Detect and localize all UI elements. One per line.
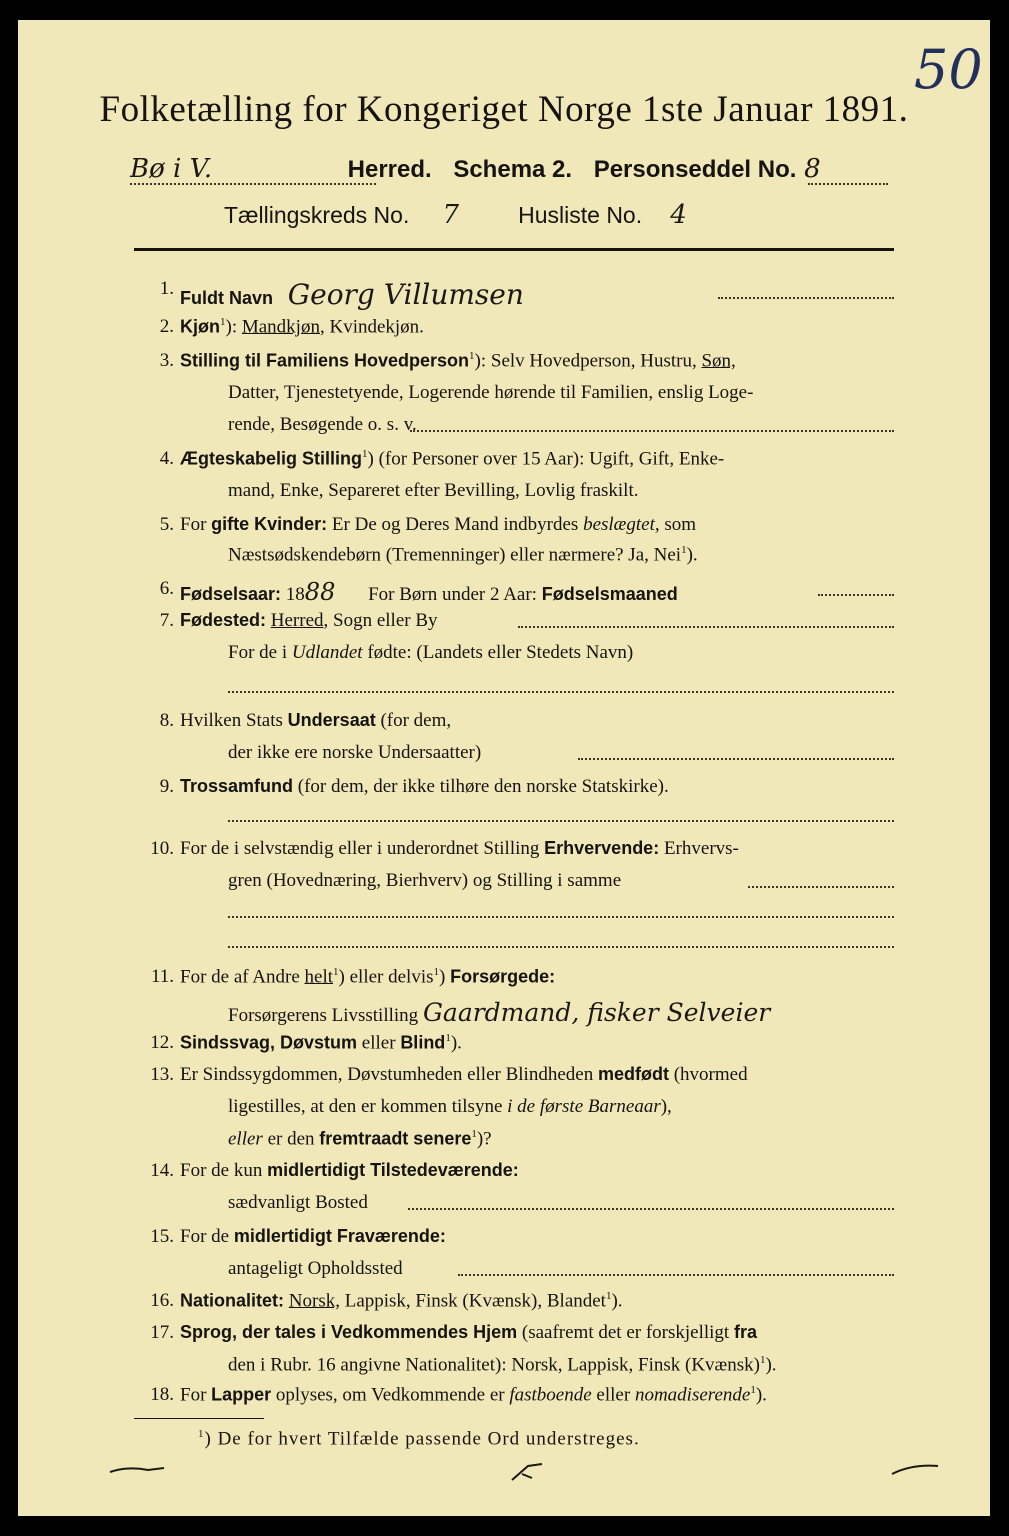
q11-sup1: 1 bbox=[333, 966, 339, 978]
q17-text1: (saafremt det er forskjelligt bbox=[517, 1322, 734, 1343]
q7-text1: , Sogn eller By bbox=[323, 610, 438, 631]
q11-text1c: ) bbox=[439, 966, 451, 988]
q17-text2b: ). bbox=[765, 1354, 777, 1376]
q3-label: Stilling til Familiens Hovedperson bbox=[180, 350, 470, 371]
q13-sup: 1 bbox=[471, 1128, 477, 1140]
personseddel-label: Personseddel No. bbox=[593, 156, 797, 183]
q13-row1 bbox=[180, 1064, 748, 1086]
q12-sup: 1 bbox=[445, 1032, 451, 1044]
kreds-value: 7 bbox=[442, 200, 459, 230]
q2-opt-mandkjon: Mandkjøn bbox=[241, 316, 320, 338]
q5-text1b: som bbox=[659, 514, 697, 535]
q5-text1: Er De og Deres Mand indbyrdes bbox=[327, 514, 584, 535]
q7-dots2 bbox=[228, 691, 894, 693]
q4-text1: ) (for Personer over 15 Aar): Ugift, Gift, Enke- bbox=[367, 448, 725, 470]
schema-label: Schema 2. bbox=[453, 156, 573, 183]
q16-text-b: ). bbox=[611, 1290, 623, 1312]
q13-italic2: eller bbox=[228, 1128, 263, 1150]
q18-label: Lapper bbox=[211, 1384, 272, 1405]
q11-text1b: ) eller delvis bbox=[338, 966, 434, 988]
q16-number: 16. bbox=[150, 1290, 174, 1311]
q1-number: 1. bbox=[159, 278, 174, 299]
q17-label2: fra bbox=[733, 1322, 757, 1342]
q7-row2 bbox=[228, 642, 633, 664]
q9-label: Trossamfund bbox=[180, 776, 294, 796]
q7-label: Fødested: bbox=[180, 610, 267, 630]
q8-row1 bbox=[180, 710, 451, 732]
q17-text2: den i Rubr. 16 angivne Nationalitet): Norsk, Lappisk, Finsk (Kvænsk) bbox=[228, 1354, 760, 1376]
q6-prefix: 18 bbox=[281, 584, 305, 605]
herred-label: Herred. bbox=[347, 156, 432, 183]
q15-dots bbox=[458, 1274, 894, 1276]
q7-row1 bbox=[180, 610, 438, 632]
q8-dots bbox=[578, 758, 894, 760]
q3-opt-son: Søn, bbox=[701, 350, 736, 372]
q3-number: 3. bbox=[159, 350, 174, 371]
q11-value: Gaardmand, fisker Selveier bbox=[422, 998, 771, 1027]
q11-label: Forsørgede: bbox=[450, 966, 556, 987]
personseddel-value: 8 bbox=[804, 154, 821, 184]
q4-row1 bbox=[180, 448, 724, 470]
header-rule bbox=[134, 248, 894, 251]
q13-text1b: (hvormed bbox=[668, 1064, 748, 1085]
q11-row1 bbox=[180, 966, 555, 988]
q18-text2: oplyses, om Vedkommende er bbox=[271, 1384, 510, 1406]
q9-row bbox=[180, 776, 669, 798]
q5-label: gifte Kvinder: bbox=[211, 514, 328, 534]
q14-row1 bbox=[180, 1160, 519, 1182]
q4-sup: 1 bbox=[362, 448, 368, 460]
q5-italic: beslægtet, bbox=[583, 514, 660, 535]
q1-row bbox=[180, 278, 524, 311]
ornament-left bbox=[108, 1460, 168, 1480]
q9-dots bbox=[228, 820, 894, 822]
q11-row2 bbox=[228, 998, 770, 1027]
q13-row3 bbox=[228, 1128, 492, 1150]
q5-row2 bbox=[228, 544, 698, 566]
q12-number: 12. bbox=[150, 1032, 174, 1053]
herred-dots bbox=[130, 183, 376, 185]
q5-text2: Næstsødskendebørn (Tremenninger) eller nærmere? Ja, Nei bbox=[228, 544, 682, 566]
q15-text2: antageligt Opholdssted bbox=[228, 1258, 403, 1279]
q2-number: 2. bbox=[159, 316, 174, 337]
q18-row bbox=[180, 1384, 767, 1406]
q18-text4: ). bbox=[755, 1384, 767, 1406]
footnote-text: ) De for hvert Tilfælde passende Ord understreges. bbox=[204, 1428, 640, 1450]
q3-text2: Datter, Tjenestetyende, Logerende hørende til Familien, enslig Loge- bbox=[228, 382, 754, 403]
q10-dots3 bbox=[228, 946, 894, 948]
q3-row1 bbox=[180, 350, 736, 372]
q10-text2: gren (Hovednæring, Bierhverv) og Stilling i samme bbox=[228, 870, 622, 891]
q12-label: Sindssvag, Døvstum bbox=[180, 1032, 358, 1053]
q9-number: 9. bbox=[159, 776, 174, 797]
q3-text1: ): Selv Hovedperson, Hustru, bbox=[474, 350, 702, 372]
herred-row bbox=[130, 154, 821, 184]
q13-italic: i de første Barneaar bbox=[507, 1096, 661, 1117]
q13-text3a: er den bbox=[262, 1128, 320, 1150]
herred-value: Bø i V. bbox=[130, 154, 213, 184]
q3-dots bbox=[410, 430, 894, 432]
q18-text1: For bbox=[180, 1384, 212, 1406]
q1-label: Fuldt Navn bbox=[180, 288, 273, 308]
kreds-row bbox=[224, 200, 709, 230]
q10-dots1 bbox=[748, 886, 894, 888]
q17-row2 bbox=[228, 1354, 777, 1376]
q15-row1 bbox=[180, 1226, 446, 1248]
q2-row bbox=[180, 316, 424, 338]
q13-text3b: )? bbox=[476, 1128, 492, 1150]
q16-sup: 1 bbox=[605, 1290, 612, 1302]
q5-text2b: ). bbox=[686, 544, 698, 566]
q6-number: 6. bbox=[159, 578, 174, 599]
q9-text: (for dem, der ikke tilhøre den norske Statskirke). bbox=[293, 776, 669, 797]
q2-opt-kvindekjon: , Kvindekjøn. bbox=[319, 316, 424, 338]
q4-label: Ægteskabelig Stilling bbox=[180, 448, 363, 469]
q8-text1b: (for dem, bbox=[375, 710, 452, 731]
q16-label: Nationalitet: bbox=[180, 1290, 285, 1311]
footnote bbox=[198, 1428, 640, 1450]
ornament-center bbox=[508, 1456, 548, 1486]
q8-text1a: Hvilken Stats bbox=[180, 710, 288, 731]
q10-number: 10. bbox=[150, 838, 174, 859]
q14-text1: For de kun bbox=[180, 1160, 268, 1181]
q17-sup: 1 bbox=[759, 1354, 766, 1366]
q18-sup: 1 bbox=[750, 1384, 756, 1396]
q7-text2a: For de i bbox=[228, 642, 292, 663]
q7-text2b: fødte: (Landets eller Stedets Navn) bbox=[362, 642, 634, 663]
husliste-label: Husliste No. bbox=[518, 202, 643, 228]
q10-text1b: Erhvervs- bbox=[659, 838, 739, 859]
q7-number: 7. bbox=[159, 610, 174, 631]
q15-label: midlertidigt Fraværende: bbox=[233, 1226, 446, 1246]
q14-label: midlertidigt Tilstedeværende: bbox=[267, 1160, 519, 1180]
q14-dots bbox=[408, 1208, 894, 1210]
q7-opt-herred: Herred bbox=[270, 610, 324, 631]
q18-italic2: nomadiserende bbox=[634, 1384, 751, 1406]
form-title: Folketælling for Kongeriget Norge 1ste Januar 1891. bbox=[99, 89, 909, 130]
q6-label2: Fødselsmaaned bbox=[541, 584, 678, 604]
q11-text1a: For de af Andre bbox=[180, 966, 305, 988]
q3-sup: 1 bbox=[469, 350, 475, 362]
q11-number: 11. bbox=[150, 966, 174, 987]
q5-number: 5. bbox=[159, 514, 174, 535]
footnote-sup: 1 bbox=[198, 1428, 205, 1440]
q7-italic: Udlandet bbox=[291, 642, 363, 663]
q13-text2b: ), bbox=[660, 1096, 672, 1117]
ornament-right bbox=[888, 1460, 948, 1480]
q6-value: 88 bbox=[304, 578, 336, 606]
q2-label: Kjøn bbox=[180, 316, 220, 337]
q1-value: Georg Villumsen bbox=[287, 278, 524, 311]
q14-text2: sædvanligt Bosted bbox=[228, 1192, 368, 1213]
q18-italic1: fastboende bbox=[509, 1384, 592, 1406]
q15-number: 15. bbox=[150, 1226, 174, 1247]
q10-text1a: For de i selvstændig eller i underordnet Stilling bbox=[180, 838, 545, 859]
q11-sup2: 1 bbox=[433, 966, 439, 978]
footnote-rule bbox=[134, 1418, 264, 1419]
q16-row bbox=[180, 1290, 623, 1312]
q13-number: 13. bbox=[150, 1064, 174, 1085]
q13-label2: fremtraadt senere bbox=[319, 1128, 472, 1149]
page-number: 50 bbox=[914, 38, 983, 101]
q17-row1 bbox=[180, 1322, 757, 1344]
kreds-label: Tællingskreds No. bbox=[224, 202, 410, 228]
q4-number: 4. bbox=[159, 448, 174, 469]
q18-text3: eller bbox=[591, 1384, 635, 1406]
q13-row2 bbox=[228, 1096, 672, 1118]
q8-number: 8. bbox=[159, 710, 174, 731]
q12-label2: Blind bbox=[400, 1032, 446, 1053]
q18-number: 18. bbox=[150, 1384, 174, 1405]
q6-label: Fødselsaar: bbox=[180, 584, 282, 604]
q8-text2: der ikke ere norske Undersaatter) bbox=[228, 742, 482, 763]
q13-label: medfødt bbox=[597, 1064, 669, 1084]
q6-dots bbox=[818, 594, 894, 596]
q5-row1 bbox=[180, 514, 696, 536]
q2-sup: 1 bbox=[220, 316, 226, 328]
personseddel-dots bbox=[808, 183, 888, 185]
q17-number: 17. bbox=[150, 1322, 174, 1343]
q6-row bbox=[180, 578, 678, 606]
q2-text-a: ): bbox=[225, 316, 242, 338]
q6-text: For Børn under 2 Aar: bbox=[368, 584, 542, 605]
q17-label: Sprog, der tales i Vedkommendes Hjem bbox=[180, 1322, 518, 1342]
q15-text1: For de bbox=[180, 1226, 234, 1247]
q11-text2: Forsørgerens Livsstilling bbox=[228, 1005, 419, 1026]
q10-label: Erhvervende: bbox=[544, 838, 660, 858]
q8-label: Undersaat bbox=[287, 710, 376, 730]
q3-text3: rende, Besøgende o. s. v. bbox=[228, 414, 417, 435]
q11-opt-helt: helt bbox=[304, 966, 334, 988]
q1-dots bbox=[718, 297, 894, 299]
q12-row bbox=[180, 1032, 462, 1054]
q13-text1a: Er Sindssygdommen, Døvstumheden eller Blindheden bbox=[180, 1064, 598, 1085]
census-form bbox=[18, 20, 990, 1516]
q16-opt-norsk: Norsk, bbox=[288, 1290, 340, 1312]
q12-text2: ). bbox=[450, 1032, 462, 1054]
q4-text2: mand, Enke, Separeret efter Bevilling, Lovlig fraskilt. bbox=[228, 480, 639, 501]
q14-number: 14. bbox=[150, 1160, 174, 1181]
q12-text: eller bbox=[357, 1032, 401, 1054]
q7-dots bbox=[518, 626, 894, 628]
q16-text: Lappisk, Finsk (Kvænsk), Blandet bbox=[339, 1290, 606, 1312]
q5-sup: 1 bbox=[681, 544, 687, 556]
q10-dots2 bbox=[228, 916, 894, 918]
q13-text2a: ligestilles, at den er kommen tilsyne bbox=[228, 1096, 508, 1117]
q5-text-a: For bbox=[180, 514, 212, 535]
husliste-value: 4 bbox=[670, 200, 687, 230]
q10-row1 bbox=[180, 838, 739, 860]
